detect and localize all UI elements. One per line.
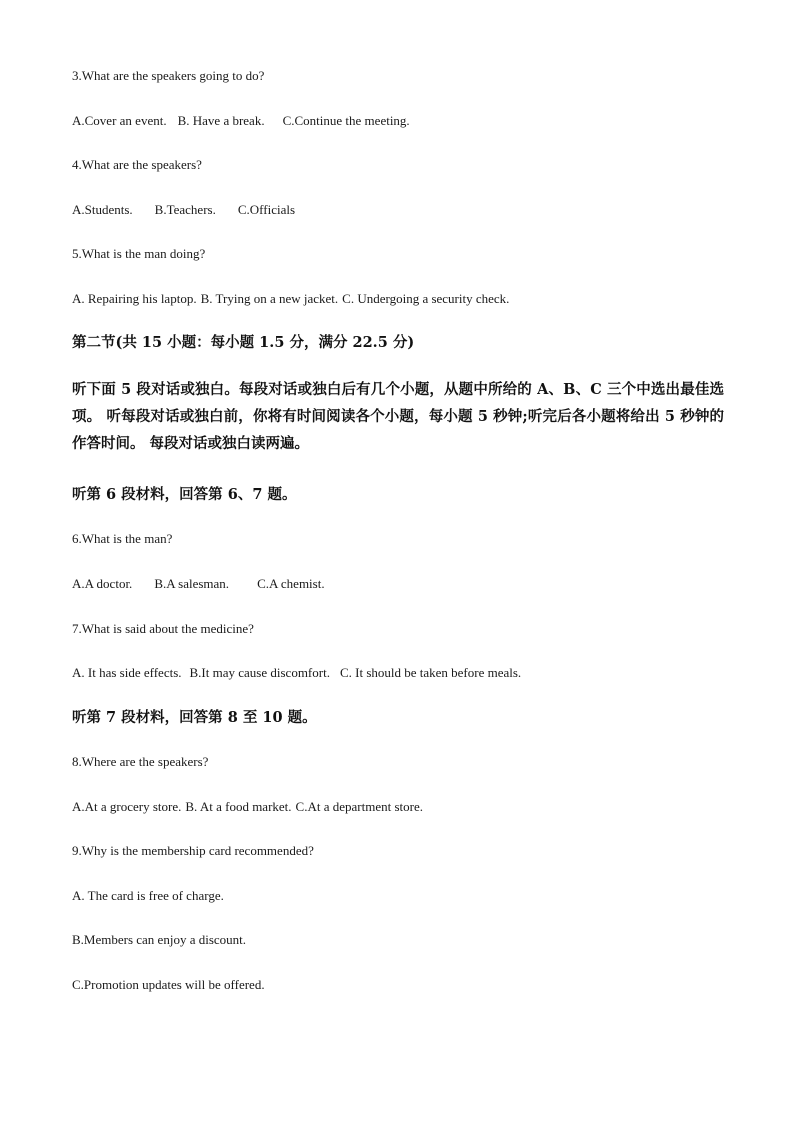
question-7: 7.What is said about the medicine? bbox=[72, 621, 254, 636]
question-8: 8.Where are the speakers? bbox=[72, 754, 209, 769]
q4-option-b: B.Teachers. bbox=[154, 202, 216, 217]
q4-option-c: C.Officials bbox=[237, 202, 296, 217]
q5-option-a: A. Repairing his laptop. bbox=[72, 291, 197, 306]
q4-option-a: A.Students. bbox=[72, 202, 133, 217]
q9-option-b: B.Members can enjoy a discount. bbox=[72, 932, 247, 947]
question-5: 5.What is the man doing? bbox=[72, 246, 206, 261]
question-4: 4.What are the speakers? bbox=[72, 157, 202, 172]
section-2-instructions: 听下面 5 段对话或独白。每段对话或独白后有几个小题，从题中所给的 A、B、C 三个中选出最佳选项。 听每段对话或独白前，你将有时间阅读各个小题，每小题 5 秒钟;听完后各小题将给出 5 秒钟的作答时间。 每段对话或独白读两遍。 bbox=[72, 381, 724, 452]
q3-option-b: B. Have a break. bbox=[177, 113, 265, 128]
question-7-options bbox=[72, 665, 521, 681]
question-4-options bbox=[72, 202, 295, 218]
q7-option-b: B.It may cause discomfort. bbox=[189, 665, 330, 680]
question-3-options bbox=[72, 113, 410, 129]
material-6-heading: 听第 6 段材料，回答第 6、7 题。 bbox=[72, 486, 297, 503]
q7-option-c: C. It should be taken before meals. bbox=[339, 665, 522, 680]
q6-option-a: A.A doctor. bbox=[72, 576, 133, 591]
question-8-options bbox=[72, 799, 423, 815]
q9-option-a: A. The card is free of charge. bbox=[72, 888, 224, 903]
q5-option-c: C. Undergoing a security check. bbox=[342, 291, 510, 306]
q8-option-b: B. At a food market. bbox=[185, 799, 292, 814]
question-6: 6.What is the man? bbox=[72, 531, 173, 546]
question-5-options bbox=[72, 291, 509, 307]
q9-option-c: C.Promotion updates will be offered. bbox=[72, 977, 265, 992]
q8-option-c: C.At a department store. bbox=[295, 799, 423, 814]
question-9: 9.Why is the membership card recommended? bbox=[72, 843, 314, 858]
q6-option-c: C.A chemist. bbox=[257, 576, 325, 591]
question-3: 3.What are the speakers going to do? bbox=[72, 68, 265, 83]
q6-option-b: B.A salesman. bbox=[154, 576, 230, 591]
question-6-options bbox=[72, 576, 325, 592]
q5-option-b: B. Trying on a new jacket. bbox=[200, 291, 339, 306]
section-2-title: 第二节(共 15 小题：每小题 1.5 分，满分 22.5 分) bbox=[72, 334, 415, 351]
q3-option-c: C.Continue the meeting. bbox=[282, 113, 410, 128]
q7-option-a: A. It has side effects. bbox=[72, 665, 182, 680]
q8-option-a: A.At a grocery store. bbox=[72, 799, 182, 814]
q3-option-a: A.Cover an event. bbox=[72, 113, 167, 128]
material-7-heading: 听第 7 段材料，回答第 8 至 10 题。 bbox=[72, 709, 317, 726]
